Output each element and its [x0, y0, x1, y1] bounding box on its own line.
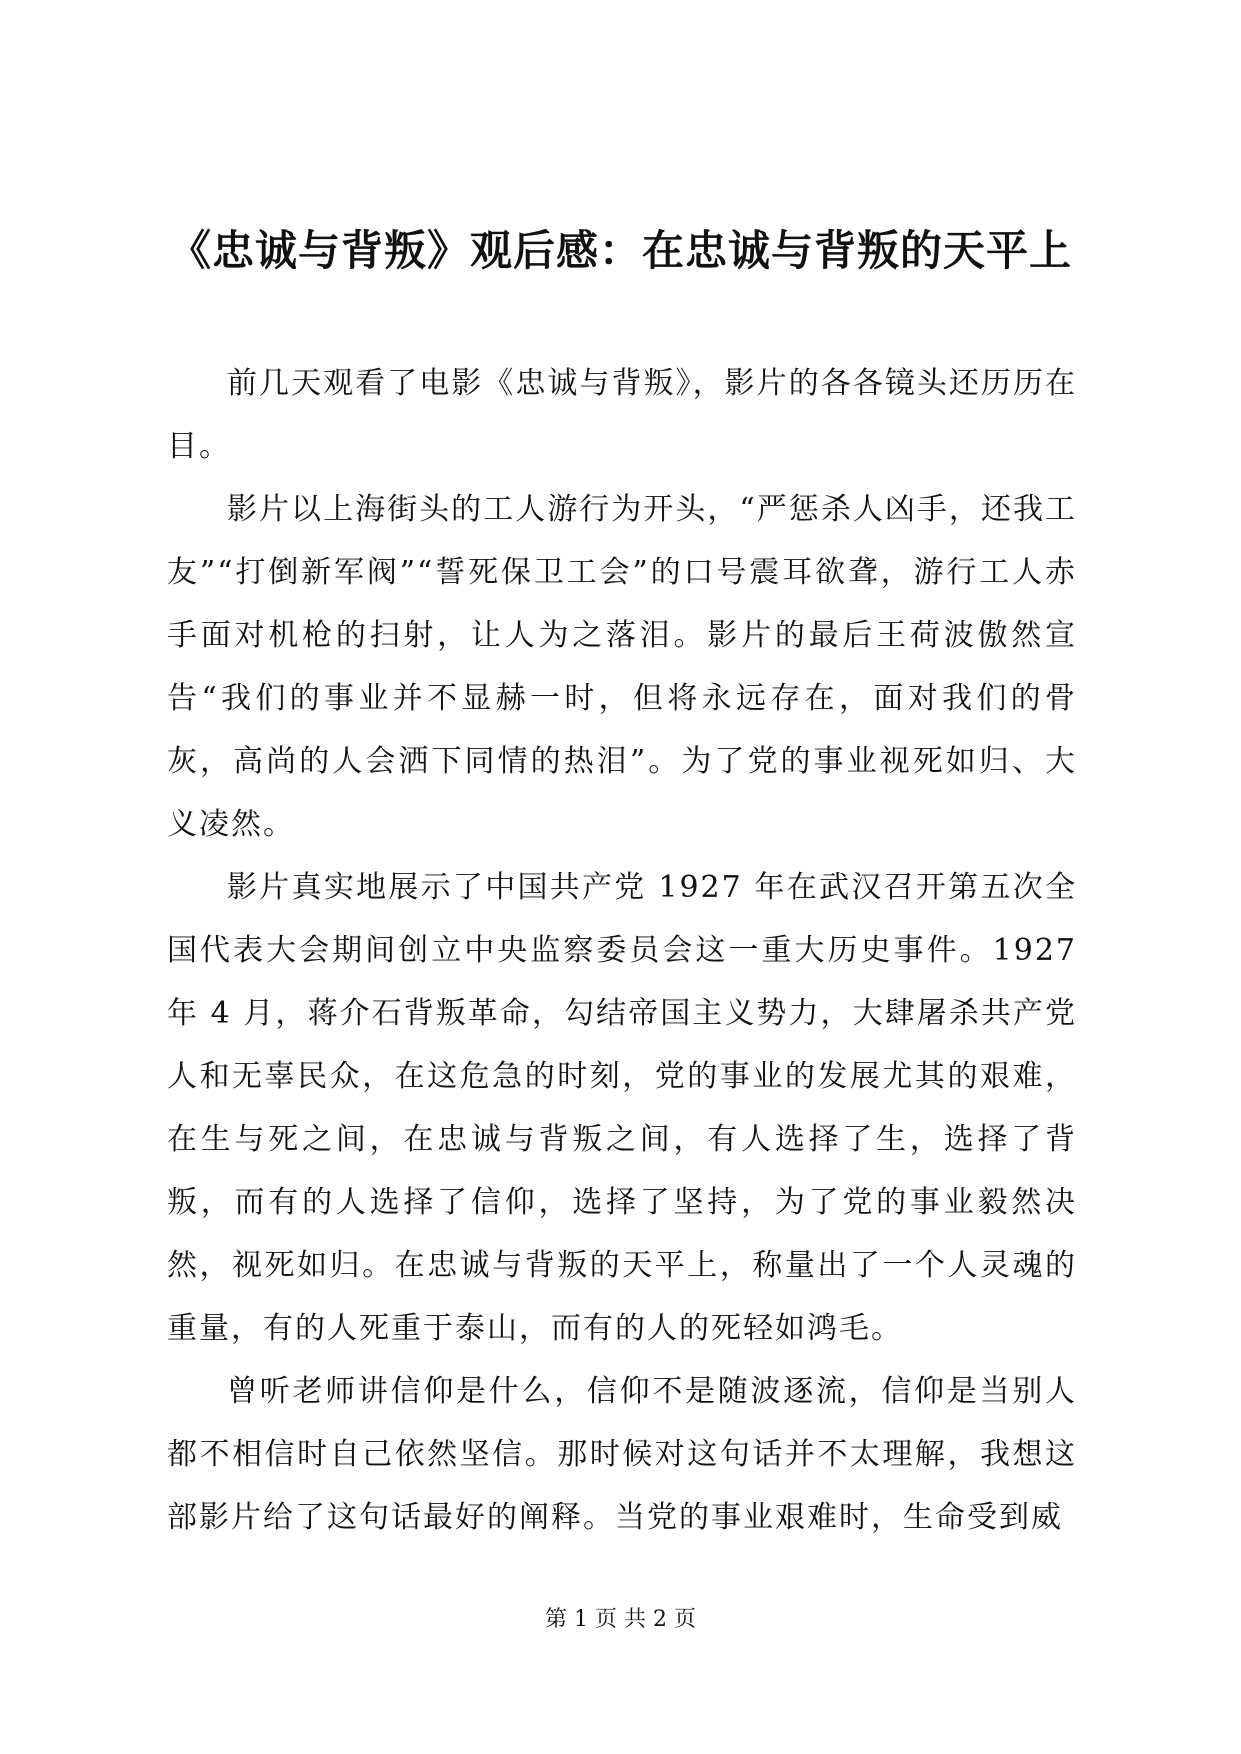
document-title: 《忠诚与背叛》观后感：在忠诚与背叛的天平上	[168, 226, 1072, 275]
paragraph-3: 影片真实地展示了中国共产党 1927 年在武汉召开第五次全国代表大会期间创立中央监察委员会这一重大历史事件。1927 年 4 月，蒋介石背叛革命，勾结帝国主义势力，大肆屠杀共产党人和无辜民众，在这危急的时刻，党的事业的发展尤其的艰难，在生与死之间，在忠诚与背叛之间，有人选择了生，选择了背叛，而有的人选择了信仰，选择了坚持，为了党的事业毅然决然，视死如归。在忠诚与背叛的天平上，称量出了一个人灵魂的重量，有的人死重于泰山，而有的人的死轻如鸿毛。	[167, 870, 1077, 1346]
document-body	[167, 352, 1077, 1549]
paragraph-4: 曾听老师讲信仰是什么，信仰不是随波逐流，信仰是当别人都不相信时自己依然坚信。那时候对这句话并不太理解，我想这部影片给了这句话最好的阐释。当党的事业艰难时，生命受到威	[167, 1374, 1077, 1535]
page-footer: 第 1 页 共 2 页	[545, 1607, 696, 1632]
paragraph-1: 前几天观看了电影《忠诚与背叛》，影片的各各镜头还历历在目。	[167, 366, 1077, 464]
paragraph-2: 影片以上海街头的工人游行为开头，“严惩杀人凶手，还我工友”“打倒新军阀”“誓死保卫工会”的口号震耳欲聋，游行工人赤手面对机枪的扫射，让人为之落泪。影片的最后王荷波傲然宣告“我们的事业并不显赫一时，但将永远存在，面对我们的骨灰，高尚的人会洒下同情的热泪”。为了党的事业视死如归、大义凌然。	[167, 492, 1077, 842]
